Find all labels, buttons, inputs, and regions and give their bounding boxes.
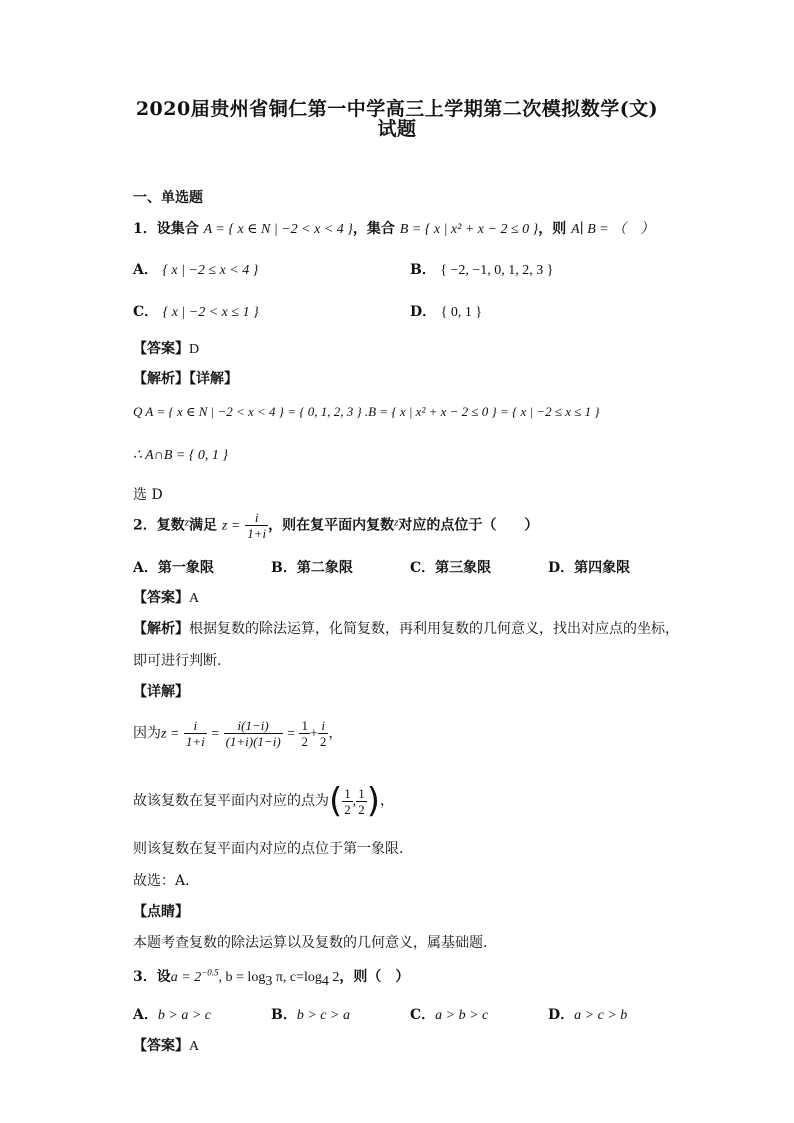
q2-stem-c: ，则在复平面内复数: [268, 517, 395, 534]
q2-point-x-num: 1: [344, 785, 351, 801]
q2-option-b-label: B．: [271, 560, 297, 576]
section-heading: 一、单选题: [133, 190, 203, 206]
q1-option-a-text: { x | −2 ≤ x < 4 }: [162, 263, 259, 278]
q1-choose: 选 D: [133, 487, 163, 503]
q3-option-a: [133, 1004, 211, 1024]
q2-point-y-den: 2: [358, 801, 365, 817]
q2-point-y: [356, 786, 367, 817]
q1-solution-step1: Q A = { x ∈ N | −2 < x < 4 } = { 0, 1, 2, 3 } .B = { x | x² + x − 2 ≤ 0 } = { x | −2 ≤ x ≤ 1 }: [133, 404, 600, 419]
q2-analysis-line2: 即可进行判断.: [133, 653, 222, 669]
q1-answer-value: D: [189, 342, 200, 357]
q2-choose: 故选：A.: [133, 873, 190, 889]
q1-number: 1．: [133, 221, 157, 237]
q2-point-line: 故该复数在复平面内对应的点为( $\frac{1}{2}$ , $\frac{1}{2}$ )，: [133, 781, 395, 821]
q2-conclusion: 则该复数在复平面内对应的点位于第一象限.: [133, 841, 404, 857]
q2-deriv-frac3-num: 1: [301, 718, 308, 733]
q2-deriv-frac4-den: 2: [319, 734, 327, 749]
q1-option-a: [133, 259, 258, 279]
q2-stem: [133, 510, 538, 541]
q2-option-a-text: 第一象限: [157, 560, 214, 576]
q2-option-b-text: 第二象限: [296, 560, 353, 576]
q3-answer-value: A: [189, 1039, 200, 1054]
q2-option-b: [271, 557, 353, 577]
q2-point-comma: ,: [352, 794, 357, 809]
q1-option-a-label: A．: [133, 262, 158, 278]
q2-stem-b: 满足: [189, 517, 218, 534]
q2-deriv-frac3: [299, 718, 310, 749]
q3-option-a-text: b > a > c: [157, 1008, 211, 1023]
q2-analysis-tag: 【解析】: [133, 621, 189, 637]
q2-var-z: z: [184, 516, 190, 529]
q3-option-b-text: b > c > a: [296, 1008, 350, 1023]
q1-option-c-text: { x | −2 < x ≤ 1 }: [162, 305, 259, 320]
q2-comma: ，: [328, 725, 343, 742]
q2-answer-value: A: [189, 591, 200, 606]
q1-option-b: [410, 259, 554, 279]
q1-option-d: [410, 301, 482, 321]
q2-analysis-text1: 根据复数的除法运算，化简复数，再利用复数的几何意义，找出对应点的坐标，: [189, 621, 679, 637]
q2-point-x: [342, 786, 353, 817]
q1-option-b-text: { −2, −1, 0, 1, 2, 3 }: [440, 263, 554, 278]
q2-deriv-frac4: [318, 718, 329, 749]
q3-expr-c: π, c=log: [272, 970, 322, 985]
q3-expr-d: 2: [328, 970, 340, 985]
q1-set-b: B = { x | x² + x − 2 ≤ 0 }: [399, 222, 539, 237]
q1-analysis-tag: 【解析】【详解】: [133, 371, 238, 387]
q3-answer-tag: 【答案】: [133, 1038, 189, 1054]
q1-option-c-label: C．: [133, 304, 159, 320]
q2-deriv-frac1-num: i: [184, 718, 207, 734]
q1-lead: 设集合: [156, 221, 199, 237]
q3-option-b: [271, 1004, 350, 1024]
q3-option-a-label: A．: [133, 1007, 158, 1023]
q2-because: 因为: [133, 725, 161, 742]
q2-frac-den: 1+i: [247, 526, 267, 541]
q2-point-end: ，: [380, 793, 395, 809]
q2-answer-tag: 【答案】: [133, 590, 189, 606]
q1-stem: [133, 218, 654, 238]
q1-answer: [133, 338, 199, 358]
q2-derivation-eq: z =: [161, 726, 180, 742]
q1-solution-step2: ∴ A∩B = { 0, 1 }: [133, 448, 229, 463]
q2-derivation: 因为z = $\frac{i}{1+i}$ = $\frac{i(1-i)}{(1+i)(1-i)}$ = $\frac{1}{2}$ + $\frac{i}{2}$ ，: [133, 718, 343, 749]
q3-option-b-label: B．: [271, 1007, 297, 1023]
q3-lead: 设: [156, 969, 171, 985]
q2-option-d: [548, 557, 630, 577]
q3-log-base4: 4: [321, 973, 329, 989]
q2-number: 2．: [133, 517, 157, 534]
q2-deriv-frac2: [224, 718, 283, 749]
q2-comment: 本题考查复数的除法运算以及复数的几何意义，属基础题.: [133, 935, 488, 951]
q3-number: 3．: [133, 969, 157, 985]
q1-set-a: A = { x ∈ N | −2 < x < 4 }: [203, 222, 353, 237]
q2-option-c: [410, 557, 491, 577]
q3-exponent: −0.5: [201, 967, 219, 978]
q2-fraction: [245, 510, 268, 541]
doc-title-line1: 2020届贵州省铜仁第一中学高三上学期第二次模拟数学(文): [135, 98, 659, 120]
q2-option-a: [133, 557, 214, 577]
q2-deriv-frac4-num: i: [318, 718, 329, 734]
q2-eq: z =: [221, 518, 241, 534]
q1-option-c: [133, 301, 259, 321]
q2-option-d-label: D．: [548, 560, 575, 576]
q1-ask: A∣ B = （ ）: [571, 222, 655, 237]
q3-expr: [170, 967, 340, 989]
q2-var-z2: z: [394, 516, 399, 529]
q2-option-a-label: A．: [133, 560, 158, 576]
q2-detail-tag: 【详解】: [133, 684, 189, 700]
q3-option-c: [410, 1004, 488, 1024]
doc-title-line2: 试题: [377, 118, 417, 140]
q2-deriv-frac2-den: (1+i)(1−i): [225, 734, 281, 749]
q3-option-d-text: a > c > b: [574, 1008, 628, 1023]
q1-option-d-label: D．: [410, 304, 437, 320]
q1-end: ，则: [538, 221, 567, 237]
q3-option-c-label: C．: [410, 1007, 436, 1023]
q3-expr-b: , b = log: [218, 970, 266, 985]
q2-deriv-frac1-den: 1+i: [185, 734, 205, 749]
q2-point-x-den: 2: [344, 801, 351, 817]
q2-option-c-label: C．: [410, 560, 436, 576]
q3-answer: [133, 1035, 199, 1055]
q3-option-d-label: D．: [548, 1007, 575, 1023]
q1-option-b-label: B．: [410, 262, 436, 278]
q2-deriv-frac2-num: i(1−i): [224, 718, 283, 734]
q2-option-c-text: 第三象限: [435, 560, 492, 576]
q2-plus: +: [309, 726, 318, 742]
q1-mid: ，集合: [352, 221, 395, 237]
q2-stem-d: 对应的点位于（ ）: [398, 517, 539, 534]
q2-comment-tag: 【点睛】: [133, 904, 189, 920]
q2-analysis-line1: [133, 618, 679, 638]
q1-option-d-text: { 0, 1 }: [440, 305, 483, 320]
q2-option-d-text: 第四象限: [574, 560, 631, 576]
q2-point-y-num: 1: [358, 785, 365, 801]
q2-stem-a: 复数: [156, 517, 185, 534]
q3-expr-a: a = 2: [170, 970, 202, 985]
q3-log-base3: 3: [265, 973, 273, 989]
q3-option-d: [548, 1004, 627, 1024]
q2-answer: [133, 587, 199, 607]
q2-deriv-frac1: [184, 718, 207, 749]
q2-point-text: 故该复数在复平面内对应的点为: [133, 793, 329, 809]
q2-frac-num: i: [245, 510, 268, 526]
q2-deriv-frac3-den: 2: [301, 734, 308, 749]
q1-answer-tag: 【答案】: [133, 341, 189, 357]
q3-option-c-text: a > b > c: [435, 1008, 489, 1023]
q3-stem: [133, 966, 409, 990]
q3-end: ，则（ ）: [339, 969, 410, 985]
